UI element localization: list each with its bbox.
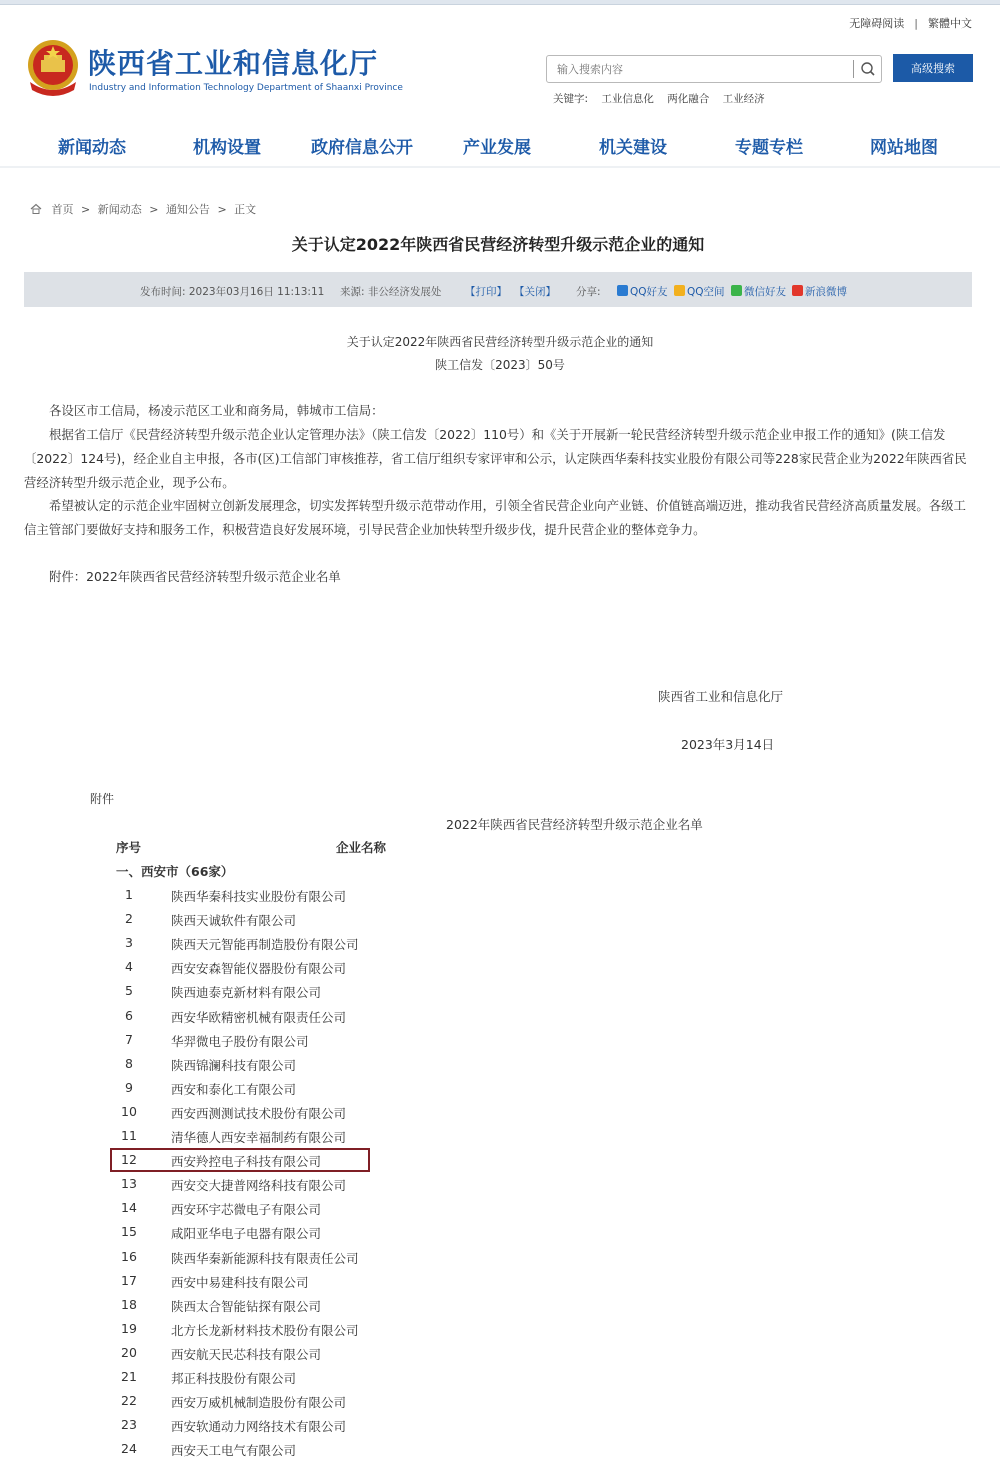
row-number: 4 bbox=[125, 959, 133, 975]
share-label: 分享: bbox=[576, 286, 601, 298]
row-number: 24 bbox=[121, 1441, 137, 1457]
company-name: 西安华欧精密机械有限责任公司 bbox=[171, 1009, 347, 1025]
group-heading: 一、西安市（66家） bbox=[116, 864, 234, 879]
table-row bbox=[110, 955, 370, 979]
top-links bbox=[849, 15, 972, 31]
keyword-link[interactable]: 两化融合 bbox=[667, 93, 710, 105]
table-row bbox=[110, 1269, 370, 1293]
row-number: 15 bbox=[121, 1224, 137, 1240]
row-number: 1 bbox=[125, 887, 133, 902]
doc-paragraph-1: 根据省工信厅《民营经济转型升级示范企业认定管理办法》（陕工信发〔2022〕110号）和《关于开展新一轮民营经济转型升级示范企业申报工作的通知》(陕工信发〔2022〕124号)，经企业自主申报，各市(区)工信部门审核推荐，省工信厅组织专家评审和公示，认定陕西华秦科技实业股份有限公司等228家民营企业为2022年陕西省民营经济转型升级示范企业，现予公布。 bbox=[24, 427, 967, 490]
company-name: 西安羚控电子科技有限公司 bbox=[171, 1154, 322, 1170]
company-name: 西安软通动力网络技术有限公司 bbox=[171, 1419, 347, 1435]
row-number: 21 bbox=[121, 1369, 137, 1384]
row-number: 7 bbox=[125, 1031, 133, 1047]
company-name: 陕西华秦新能源科技有限责任公司 bbox=[171, 1250, 359, 1266]
table-row bbox=[110, 979, 370, 1003]
close-link[interactable]: 【关闭】 bbox=[514, 286, 556, 298]
table-row bbox=[110, 1028, 370, 1052]
row-number: 14 bbox=[121, 1200, 137, 1216]
row-number: 20 bbox=[121, 1344, 137, 1360]
company-name: 清华德人西安幸福制药有限公司 bbox=[171, 1130, 347, 1145]
top-accent-bar bbox=[0, 0, 1000, 5]
breadcrumb-item[interactable]: 通知公告 bbox=[165, 203, 210, 216]
row-number: 18 bbox=[121, 1296, 137, 1312]
table-row bbox=[110, 1172, 370, 1196]
home-icon[interactable] bbox=[30, 203, 46, 216]
breadcrumb-current: 正文 bbox=[234, 203, 257, 216]
table-row bbox=[110, 1245, 370, 1269]
nav-item-gov-info[interactable]: 政府信息公开 bbox=[311, 138, 413, 158]
traditional-chinese-link[interactable]: 繁體中文 bbox=[928, 17, 972, 30]
company-name: 陕西天诚软件有限公司 bbox=[171, 913, 297, 929]
company-name: 邦正科技股份有限公司 bbox=[171, 1371, 297, 1386]
table-row bbox=[110, 1100, 370, 1124]
row-number: 12 bbox=[121, 1152, 137, 1168]
qzone-icon bbox=[674, 285, 685, 296]
row-number: 19 bbox=[121, 1320, 137, 1336]
breadcrumb-arrow: > bbox=[81, 203, 91, 216]
company-name: 陕西太合智能钻探有限公司 bbox=[171, 1298, 322, 1314]
company-name: 陕西华秦科技实业股份有限公司 bbox=[171, 889, 347, 904]
top-links-separator: | bbox=[914, 17, 918, 30]
article-source: 来源: 非公经济发展处 bbox=[340, 286, 442, 298]
doc-heading: 关于认定2022年陕西省民营经济转型升级示范企业的通知 bbox=[346, 335, 654, 349]
table-row bbox=[110, 1076, 370, 1100]
breadcrumb-item[interactable]: 新闻动态 bbox=[97, 203, 142, 216]
nav-item-industry[interactable]: 产业发展 bbox=[463, 138, 531, 158]
row-number: 3 bbox=[125, 935, 133, 951]
article-meta-bar bbox=[24, 272, 972, 307]
nav-item-organization[interactable]: 机构设置 bbox=[193, 138, 261, 158]
row-number: 16 bbox=[121, 1248, 137, 1264]
row-number: 9 bbox=[125, 1079, 133, 1095]
doc-paragraph-2: 希望被认定的示范企业牢固树立创新发展理念，切实发挥转型升级示范带动作用，引领全省民营企业向产业链、价值链高端迈进，推动我省民营经济高质量发展。各级工信主管部门要做好支持和服务工作，积极营造良好发展环境，引导民营企业加快转型升级步伐，提升民营企业的整体竞争力。 bbox=[24, 498, 966, 537]
share-qzone-label: QQ空间 bbox=[687, 286, 725, 298]
site-title[interactable]: 陕西省工业和信息化厅 bbox=[88, 47, 379, 80]
table-row bbox=[110, 1413, 370, 1437]
row-number: 17 bbox=[121, 1272, 137, 1288]
table-row bbox=[110, 1052, 370, 1076]
company-name: 咸阳亚华电子电器有限公司 bbox=[171, 1226, 322, 1242]
row-number: 8 bbox=[125, 1055, 133, 1071]
table-row bbox=[110, 1365, 370, 1389]
share-qzone[interactable] bbox=[674, 284, 725, 299]
doc-salutation: 各设区市工信局，杨凌示范区工业和商务局，韩城市工信局： bbox=[49, 403, 384, 418]
company-name: 北方长龙新材料技术股份有限公司 bbox=[171, 1322, 359, 1338]
company-name: 西安天工电气有限公司 bbox=[171, 1443, 297, 1459]
search-keywords bbox=[553, 91, 765, 106]
breadcrumb-arrow: > bbox=[149, 203, 159, 216]
row-number: 22 bbox=[121, 1393, 137, 1409]
row-number: 23 bbox=[121, 1417, 137, 1433]
doc-number: 陕工信发〔2023〕50号 bbox=[435, 358, 565, 372]
table-row bbox=[110, 907, 370, 931]
company-name: 西安西测测试技术股份有限公司 bbox=[171, 1105, 347, 1121]
breadcrumb-home[interactable]: 首页 bbox=[51, 203, 74, 216]
publish-time: 发布时间: 2023年03月16日 11:13:11 bbox=[140, 286, 325, 298]
article-title: 关于认定2022年陕西省民营经济转型升级示范企业的通知 bbox=[291, 235, 705, 254]
company-name: 西安交大捷普网络科技有限公司 bbox=[171, 1178, 347, 1194]
company-name: 西安和泰化工有限公司 bbox=[171, 1081, 297, 1097]
doc-date: 2023年3月14日 bbox=[681, 737, 775, 752]
advanced-search-button[interactable]: 高级搜索 bbox=[893, 54, 973, 82]
wechat-icon bbox=[731, 285, 742, 296]
company-name: 西安航天民芯科技有限公司 bbox=[171, 1346, 322, 1362]
nav-item-news[interactable]: 新闻动态 bbox=[58, 138, 126, 158]
breadcrumb bbox=[30, 201, 256, 217]
search-icon[interactable] bbox=[859, 60, 877, 78]
nav-divider bbox=[0, 166, 1000, 168]
list-title: 2022年陕西省民营经济转型升级示范企业名单 bbox=[446, 817, 703, 832]
share-qq-friend-label: QQ好友 bbox=[630, 286, 668, 298]
company-name: 华羿微电子股份有限公司 bbox=[171, 1033, 309, 1049]
share-qq-friend[interactable] bbox=[617, 284, 668, 299]
keywords-label: 关键字: bbox=[553, 93, 589, 105]
qq-icon bbox=[617, 285, 628, 296]
company-name: 西安安森智能仪器股份有限公司 bbox=[171, 961, 347, 977]
table-row bbox=[110, 1389, 370, 1413]
company-name: 陕西锦澜科技有限公司 bbox=[171, 1057, 297, 1073]
table-row bbox=[110, 1341, 370, 1365]
company-name: 西安中易建科技有限公司 bbox=[171, 1274, 309, 1290]
accessibility-link[interactable]: 无障碍阅读 bbox=[849, 17, 905, 30]
company-name: 西安环宇芯微电子有限公司 bbox=[171, 1202, 322, 1218]
national-emblem-icon bbox=[24, 38, 82, 98]
keyword-link[interactable]: 工业信息化 bbox=[601, 93, 654, 105]
table-row bbox=[110, 1148, 370, 1172]
table-row bbox=[110, 931, 370, 955]
table-row bbox=[110, 1293, 370, 1317]
print-link[interactable]: 【打印】 bbox=[465, 286, 507, 298]
table-row bbox=[110, 1124, 370, 1148]
company-name: 陕西天元智能再制造股份有限公司 bbox=[171, 937, 359, 953]
table-row bbox=[110, 1004, 370, 1028]
search-input[interactable] bbox=[555, 56, 849, 82]
doc-signer: 陕西省工业和信息化厅 bbox=[658, 689, 784, 704]
keyword-link[interactable]: 工业经济 bbox=[722, 93, 765, 105]
table-row bbox=[110, 883, 370, 907]
share-weibo[interactable] bbox=[792, 284, 847, 299]
search-divider bbox=[853, 60, 854, 78]
table-row bbox=[110, 1196, 370, 1220]
row-number: 10 bbox=[121, 1103, 137, 1119]
row-number: 11 bbox=[121, 1128, 137, 1143]
attachment-label: 附件 bbox=[90, 792, 115, 806]
row-number: 2 bbox=[125, 911, 133, 927]
column-header-no: 序号 bbox=[116, 840, 142, 855]
nav-item-sitemap[interactable]: 网站地图 bbox=[870, 138, 938, 158]
table-row bbox=[110, 1220, 370, 1244]
row-number: 6 bbox=[125, 1007, 133, 1023]
row-number: 5 bbox=[125, 983, 133, 999]
doc-attachment[interactable]: 附件：2022年陕西省民营经济转型升级示范企业名单 bbox=[49, 569, 341, 584]
company-name: 西安万威机械制造股份有限公司 bbox=[171, 1395, 347, 1411]
table-row bbox=[110, 1437, 370, 1461]
main-nav bbox=[0, 122, 1000, 166]
table-row bbox=[110, 1317, 370, 1341]
site-subtitle: Industry and Information Technology Department of Shaanxi Province bbox=[89, 83, 403, 93]
nav-item-topics[interactable]: 专题专栏 bbox=[735, 138, 803, 158]
share-weibo-label: 新浪微博 bbox=[805, 286, 847, 298]
column-header-name: 企业名称 bbox=[336, 840, 387, 855]
weibo-icon bbox=[792, 285, 803, 296]
nav-item-party-building[interactable]: 机关建设 bbox=[599, 138, 667, 158]
share-wechat-label: 微信好友 bbox=[744, 286, 786, 298]
breadcrumb-arrow: > bbox=[217, 203, 227, 216]
row-number: 13 bbox=[121, 1176, 137, 1192]
search-box bbox=[546, 55, 882, 83]
company-name: 陕西迪泰克新材料有限公司 bbox=[171, 985, 322, 1001]
share-wechat[interactable] bbox=[731, 284, 786, 299]
